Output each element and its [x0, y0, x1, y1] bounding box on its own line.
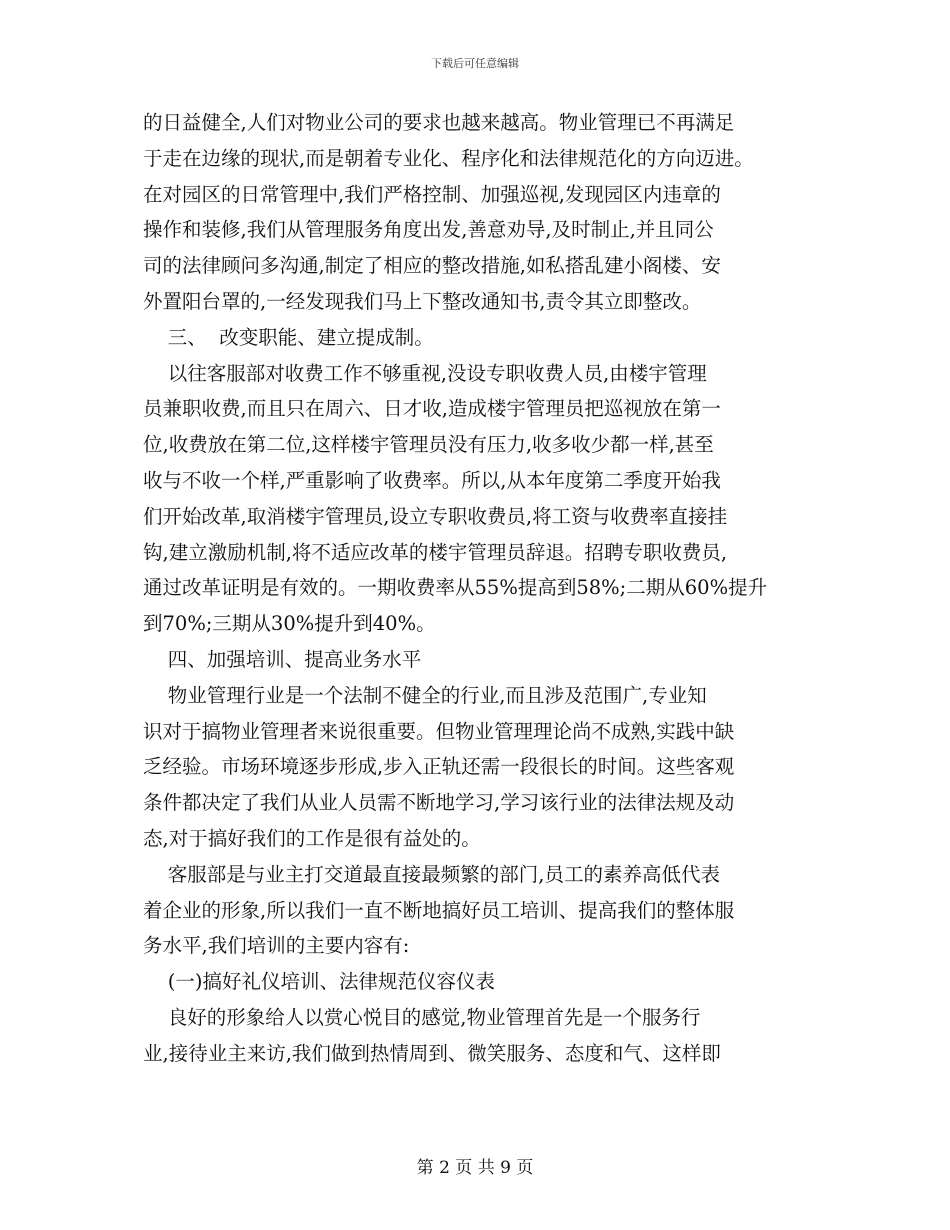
- text-line: 客服部是与业主打交道最直接最频繁的部门,员工的素养高低代表: [143, 862, 720, 886]
- text-line: 着企业的形象,所以我们一直不断地搞好员工培训、提高我们的整体服: [143, 898, 735, 922]
- text-line: 通过改革证明是有效的。一期收费率从55%提高到58%;二期从60%提升: [143, 576, 768, 600]
- text-line: 于走在边缘的现状,而是朝着专业化、程序化和法律规范化的方向迈进。: [143, 146, 754, 170]
- text-line: 乏经验。市场环境逐步形成,步入正轨还需一段很长的时间。这些客观: [143, 755, 735, 779]
- text-line: 以往客服部对收费工作不够重视,没设专职收费人员,由楼宇管理: [143, 361, 707, 385]
- text-line: 外置阳台罩的,一经发现我们马上下整改通知书,责令其立即整改。: [143, 289, 702, 313]
- text-line: 态,对于搞好我们的工作是很有益处的。: [143, 826, 481, 850]
- text-line: 业,接待业主来访,我们做到热情周到、微笑服务、态度和气、这样即: [143, 1041, 721, 1065]
- text-line: 操作和装修,我们从管理服务角度出发,善意劝导,及时制止,并且同公: [143, 218, 714, 242]
- text-line: 钩,建立激励机制,将不适应改革的楼宇管理员辞退。招聘专职收费员,: [143, 540, 728, 564]
- text-line: 们开始改革,取消楼宇管理员,设立专职收费员,将工资与收费率直接挂: [143, 504, 728, 528]
- text-line: 收与不收一个样,严重影响了收费率。所以,从本年度第二季度开始我: [143, 468, 721, 492]
- page-header: 下载后可任意编辑: [431, 57, 519, 70]
- text-line: (一)搞好礼仪培训、法律规范仪容仪表: [143, 970, 496, 994]
- text-line: 三、 改变职能、建立提成制。: [143, 325, 434, 349]
- text-line: 员兼职收费,而且只在周六、日才收,造成楼宇管理员把巡视放在第一: [143, 397, 721, 421]
- text-line: 四、加强培训、提高业务水平: [143, 647, 422, 671]
- text-line: 司的法律顾问多沟通,制定了相应的整改措施,如私搭乱建小阁楼、安: [143, 254, 721, 278]
- text-line: 识对于搞物业管理者来说很重要。但物业管理理论尚不成熟,实践中缺: [143, 719, 735, 743]
- body-text: [143, 105, 808, 1072]
- text-line: 物业管理行业是一个法制不健全的行业,而且涉及范围广,专业知: [143, 683, 707, 707]
- text-line: 良好的形象给人以赏心悦目的感觉,物业管理首先是一个服务行: [143, 1005, 701, 1029]
- text-line: 务水平,我们培训的主要内容有:: [143, 934, 410, 958]
- text-line: 条件都决定了我们从业人员需不断地学习,学习该行业的法律法规及动: [143, 791, 735, 815]
- text-line: 在对园区的日常管理中,我们严格控制、加强巡视,发现园区内违章的: [143, 182, 721, 206]
- page-footer: 第 2 页 共 9 页: [416, 1158, 534, 1178]
- text-line: 到70%;三期从30%提升到40%。: [143, 612, 436, 636]
- text-line: 位,收费放在第二位,这样楼宇管理员没有压力,收多收少都一样,甚至: [143, 433, 714, 457]
- text-line: 的日益健全,人们对物业公司的要求也越来越高。物业管理已不再满足: [143, 111, 735, 134]
